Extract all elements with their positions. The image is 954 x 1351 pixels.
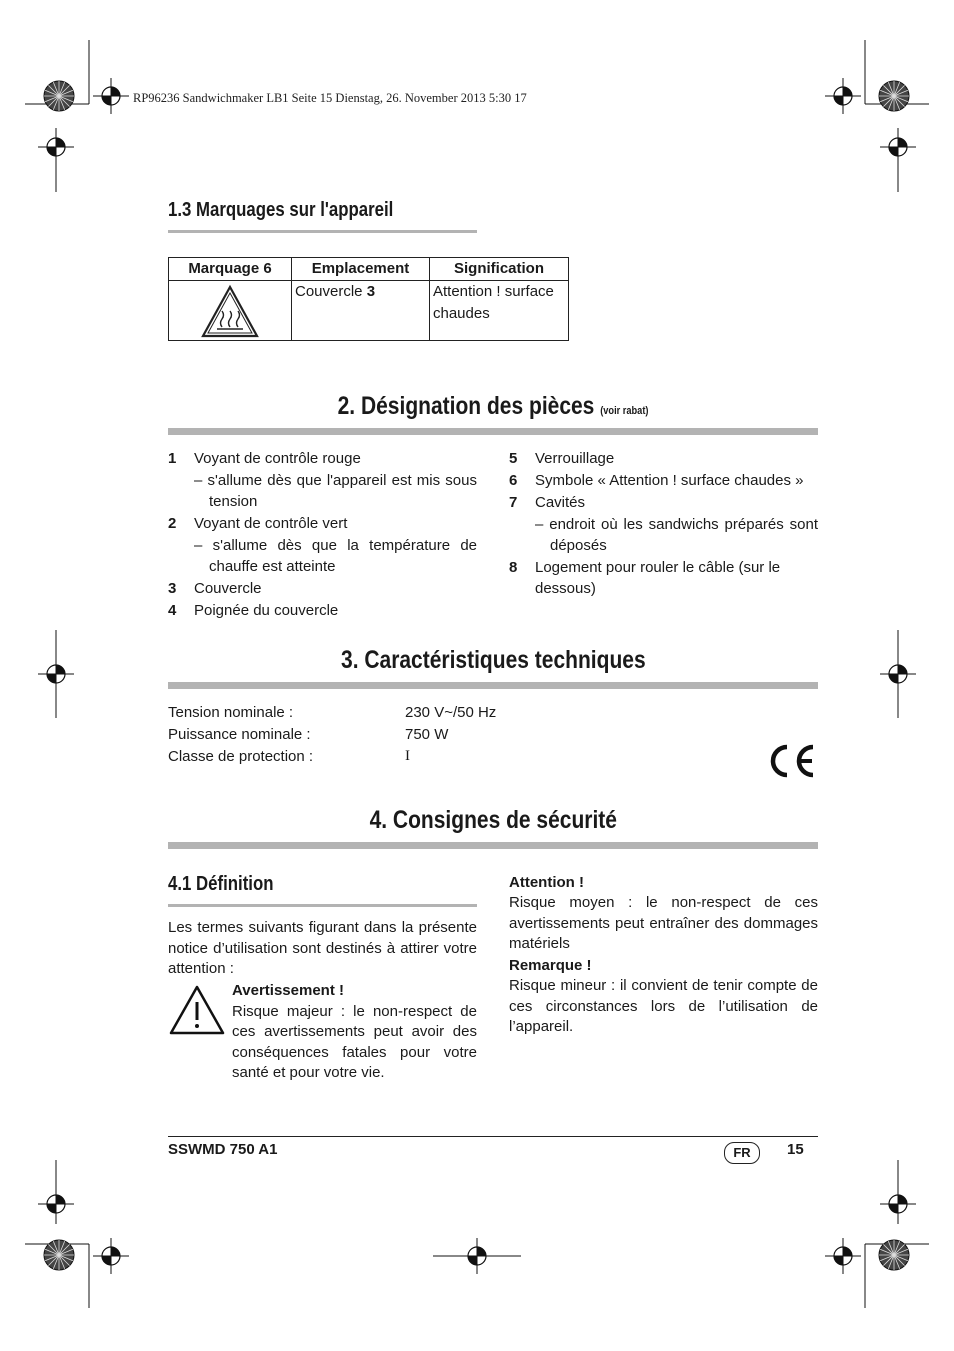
- attention-text: Risque moyen : le non-respect de ces avertissements peut entraîner des dommages matériels: [509, 894, 818, 952]
- language-badge: FR: [724, 1142, 760, 1164]
- table-header: Signification: [430, 258, 569, 281]
- list-item: 5 Verrouillage: [509, 450, 615, 467]
- print-header: RP96236 Sandwichmaker LB1 Seite 15 Dienstag, 26. November 2013 5:30 17: [133, 91, 527, 105]
- page-number: 15: [787, 1141, 804, 1158]
- list-item: 7 Cavités: [509, 494, 586, 511]
- list-item: 6 Symbole « Attention ! surface chaudes »: [509, 472, 804, 489]
- remarque-text: Risque mineur : il convient de tenir compte de ces circonstances lors de l’utilisation de l’appareil.: [509, 977, 818, 1036]
- spec-row: Classe de protection : I: [168, 748, 410, 765]
- section-heading-1-3: 1.3 Marquages sur l'appareil: [168, 199, 394, 221]
- footer-model: SSWMD 750 A1: [168, 1141, 278, 1158]
- list-item: 2 Voyant de contrôle vert: [168, 515, 348, 532]
- remarque-title: Remarque !: [509, 957, 592, 975]
- table-cell-location: Couvercle 3: [292, 281, 430, 341]
- section-title-4: 4. Consignes de sécurité: [369, 806, 617, 834]
- list-item-sub: – s'allume dès que la température de chauffe est atteinte: [194, 537, 477, 575]
- warning-title: Avertissement !: [232, 982, 344, 999]
- spec-row: Puissance nominale : 750 W: [168, 726, 449, 743]
- list-item-sub: – endroit où les sandwichs préparés sont déposés: [535, 516, 818, 554]
- warning-text: Risque majeur : le non-respect de ces avertissements peut avoir des conséquences fatales pour votre santé et pour votre vie.: [232, 1002, 477, 1081]
- list-item: 8 Logement pour rouler le câble (sur le dessous): [509, 559, 781, 597]
- section-heading-4-1: 4.1 Définition: [168, 873, 274, 895]
- table-header: Emplacement: [292, 258, 430, 281]
- list-item-sub: – s'allume dès que l'appareil est mis sous tension: [194, 472, 477, 510]
- list-item: 4 Poignée du couvercle: [168, 602, 339, 619]
- table-header: Marquage 6: [169, 258, 292, 281]
- section-title-2-suffix: (voir rabat): [600, 405, 649, 417]
- spec-row: Tension nominale : 230 V~/50 Hz: [168, 704, 497, 721]
- definition-intro: Les termes suivants figurant dans la présente notice d’utilisation sont destinés à attirer votre attention :: [168, 919, 477, 977]
- attention-title: Attention !: [509, 874, 584, 891]
- section-title-3: 3. Caractéristiques techniques: [340, 646, 646, 674]
- list-item: 1 Voyant de contrôle rouge: [168, 450, 361, 467]
- table-cell-meaning: Attention ! surface chaudes: [430, 281, 569, 341]
- section-title-2: 2. Désignation des pièces: [337, 392, 595, 420]
- list-item: 3 Couvercle: [168, 580, 262, 597]
